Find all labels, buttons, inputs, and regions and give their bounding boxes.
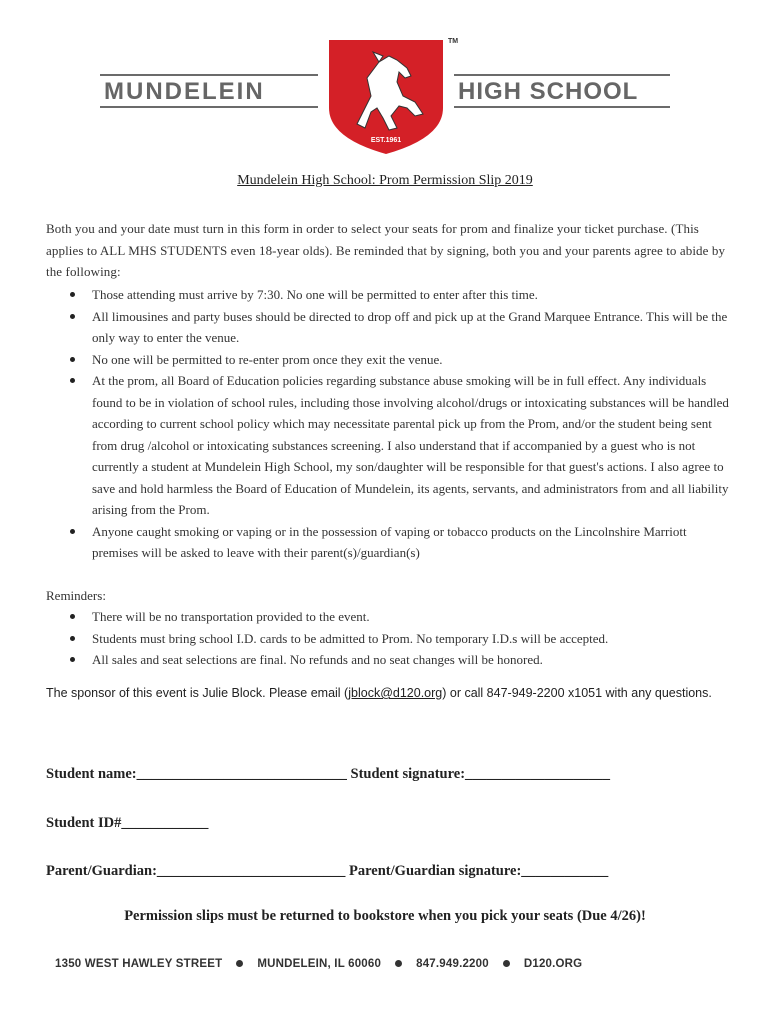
footer-website: D120.ORG bbox=[523, 958, 583, 970]
crest-est-text: EST.1961 bbox=[370, 137, 402, 144]
return-instructions: Permission slips must be returned to bookstore when you pick your seats (Due 4/26)! bbox=[124, 908, 646, 924]
header-rule-right-bottom bbox=[454, 106, 670, 108]
mustang-crest-logo bbox=[327, 38, 445, 156]
footer-separator bbox=[503, 960, 510, 967]
reminder-item bbox=[46, 649, 736, 671]
footer-address: 1350 WEST HAWLEY STREET bbox=[55, 958, 223, 970]
sponsor-email-link[interactable]: jblock@d120.org bbox=[348, 686, 443, 700]
rule-item bbox=[46, 284, 736, 306]
school-name-right: HIGH SCHOOL bbox=[458, 78, 639, 105]
sponsor-text-before: The sponsor of this event is Julie Block. Please email ( bbox=[46, 686, 349, 700]
footer-separator bbox=[395, 960, 402, 967]
reminder-item-text: Students must bring school I.D. cards to be admitted to Prom. No temporary I.D.s will be accepted. bbox=[92, 630, 609, 646]
reminder-item-text: There will be no transportation provided to the event. bbox=[92, 609, 370, 624]
letterhead bbox=[0, 0, 770, 160]
parent-guardian-line[interactable]: Parent/Guardian:__________________________ Parent/Guardian signature:____________ bbox=[46, 863, 609, 879]
rule-item bbox=[46, 521, 736, 564]
reminder-item bbox=[46, 606, 736, 628]
reminder-item bbox=[46, 628, 736, 650]
sponsor-note bbox=[46, 684, 736, 703]
student-name-signature-line[interactable]: Student name:_____________________________ Student signature:____________________ bbox=[46, 766, 611, 782]
bullet-icon bbox=[70, 357, 75, 362]
school-name-left: MUNDELEIN bbox=[104, 78, 265, 105]
document-title: Mundelein High School: Prom Permission Slip 2019 bbox=[237, 173, 533, 188]
rule-item-text: Those attending must arrive by 7:30. No one will be permitted to enter after this time. bbox=[92, 287, 538, 302]
rule-item-text: Anyone caught smoking or vaping or in the possession of vaping or tobacco products on the Lincolnshire Marriott premises will be asked to leave with their parent(s)/guardian(s) bbox=[92, 523, 687, 560]
rules-list bbox=[46, 284, 736, 564]
reminder-item-text: All sales and seat selections are final. No refunds and no seat changes will be honored. bbox=[92, 652, 543, 667]
header-rule-right bbox=[454, 74, 670, 76]
footer-separator bbox=[236, 960, 243, 967]
rule-item-text: At the prom, all Board of Education policies regarding substance abuse smoking will be in full effect. Any individuals found to be in violation of school rules, including those involving alcohol/drugs or intoxicating substances will be handled according to current school policy which may necessitate parental pick up from the Prom, and/or the student being sent from drug /alcohol or intoxicating substances screening. I also understand that if accompanied by a guest who is not currently a student at Mundelein High School, my son/daughter will be responsible for that guest's actions. I also agree to save and hold harmless the Board of Education of Mundelein, its agents, servants, and administrators from and all liability arising from the Prom. bbox=[92, 373, 729, 517]
rule-item-text: All limousines and party buses should be directed to drop off and pick up at the Grand Marquee Entrance. This will be the only way to enter the venue. bbox=[92, 308, 728, 345]
reminders-list bbox=[46, 606, 736, 671]
rule-item bbox=[46, 306, 736, 349]
footer-phone: 847.949.2200 bbox=[416, 958, 489, 970]
footer-city: MUNDELEIN, IL 60060 bbox=[257, 958, 382, 970]
rule-item-text: No one will be permitted to re-enter prom once they exit the venue. bbox=[92, 351, 443, 367]
header-rule-left bbox=[100, 74, 318, 76]
bullet-icon bbox=[70, 636, 75, 641]
header-rule-left-bottom bbox=[100, 106, 318, 108]
bullet-icon bbox=[70, 529, 75, 534]
sponsor-text-after: ) or call 847-949-2200 x1051 with any questions. bbox=[442, 686, 712, 700]
bullet-icon bbox=[70, 614, 75, 619]
bullet-icon bbox=[70, 292, 75, 297]
bullet-icon bbox=[70, 314, 75, 319]
trademark-mark: TM bbox=[448, 38, 459, 45]
student-id-line[interactable]: Student ID#____________ bbox=[46, 815, 209, 831]
rule-item bbox=[46, 370, 736, 521]
intro-paragraph: Both you and your date must turn in this form in order to select your seats for prom and finalize your ticket purchase. (This applies to ALL MHS STUDENTS even 18-year olds). Be reminded that by signing, both you and your parents agree to abide by the following: bbox=[46, 221, 726, 279]
rule-item bbox=[46, 349, 736, 371]
bullet-icon bbox=[70, 378, 75, 383]
reminders-label: Reminders: bbox=[46, 588, 106, 603]
bullet-icon bbox=[70, 657, 75, 662]
letterhead-footer bbox=[55, 958, 582, 970]
